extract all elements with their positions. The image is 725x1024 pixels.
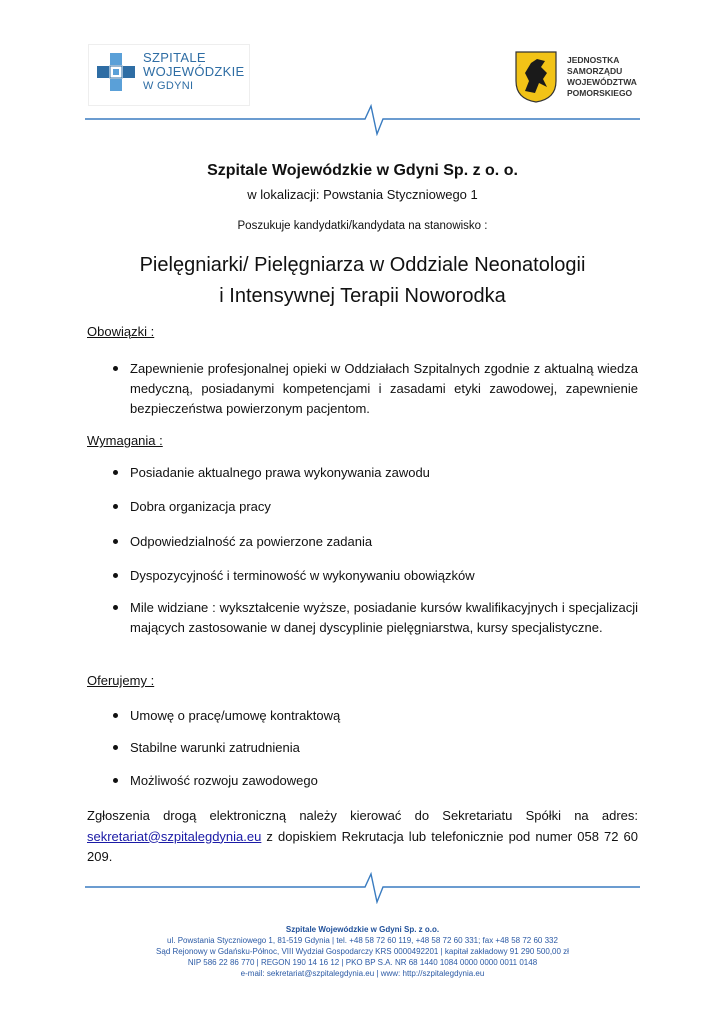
list-item: Stabilne warunki zatrudnienia	[130, 738, 638, 758]
duties-heading: Obowiązki :	[87, 324, 155, 339]
footer-organization: Szpitale Wojewódzkie w Gdyni Sp. z o.o.	[285, 925, 440, 934]
region-logo	[515, 49, 645, 107]
griffin-shield-icon	[515, 51, 557, 103]
organization-title: Szpitale Wojewódzkie w Gdyni Sp. z o. o.	[207, 162, 518, 179]
bottom-divider	[85, 870, 640, 904]
position-title-line-1: Pielęgniarki/ Pielęgniarza w Oddziale Neonatologii	[139, 254, 586, 276]
location-line: w lokalizacji: Powstania Styczniowego 1	[247, 187, 478, 202]
bullet-icon	[113, 470, 118, 475]
list-item: Zapewnienie profesjonalnej opieki w Oddziałach Szpitalnych zgodnie z aktualną wiedza medyczną, posiadanymi kompetencjami i zasadami etyki zawodowej, zapewnienie bezpieczeństwa powierzonym pacjentom.	[130, 359, 638, 419]
application-paragraph: Zgłoszenia drogą elektroniczną należy kierować do Sekretariatu Spółki na adres: sekretariat@szpitalegdynia.eu z dopiskiem Rekrutacja lub telefonicznie pod numer 058 72 60 209.	[87, 808, 638, 864]
bullet-icon	[113, 745, 118, 750]
medical-cross-icon	[97, 53, 135, 93]
offer-heading: Oferujemy :	[87, 673, 155, 688]
email-link[interactable]: sekretariat@szpitalegdynia.eu	[87, 828, 262, 844]
seeking-line: Poszukuje kandydatki/kandydata na stanowisko :	[237, 220, 488, 232]
footer-ids: NIP 586 22 86 770 | REGON 190 14 16 12 | PKO BP S.A. NR 68 1440 1084 0000 0000 0011 0148	[187, 958, 538, 967]
hospital-logo	[88, 44, 250, 106]
bullet-icon	[113, 504, 118, 509]
requirements-heading: Wymagania :	[87, 433, 163, 448]
bullet-icon	[113, 366, 118, 371]
top-divider	[85, 102, 640, 136]
list-item: Odpowiedzialność za powierzone zadania	[130, 532, 638, 552]
list-item: Mile widziane : wykształcenie wyższe, posiadanie kursów kwalifikacyjnych i specjalizacji mających zastosowanie w danej dyscyplinie pielęgniarstwa, kursy specjalistyczne.	[130, 598, 638, 638]
list-item: Dobra organizacja pracy	[130, 497, 638, 517]
list-item: Możliwość rozwoju zawodowego	[130, 771, 638, 791]
bullet-icon	[113, 573, 118, 578]
region-logo-text: JEDNOSTKA SAMORZĄDU WOJEWÓDZTWA POMORSKIEGO	[567, 55, 637, 98]
list-item: Posiadanie aktualnego prawa wykonywania zawodu	[130, 463, 638, 483]
position-title-line-2: i Intensywnej Terapii Noworodka	[219, 285, 506, 307]
bullet-icon	[113, 778, 118, 783]
bullet-icon	[113, 539, 118, 544]
list-item: Dyspozycyjność i terminowość w wykonywaniu obowiązków	[130, 566, 638, 586]
list-item: Umowę o pracę/umowę kontraktową	[130, 706, 638, 726]
footer-court: Sąd Rejonowy w Gdańsku-Północ, VIII Wydział Gospodarczy KRS 0000492201 | kapitał zakładowy 91 290 500,00 zł	[156, 947, 569, 956]
bullet-icon	[113, 605, 118, 610]
bullet-icon	[113, 713, 118, 718]
footer-address: ul. Powstania Styczniowego 1, 81-519 Gdynia | tel. +48 58 72 60 119, +48 58 72 60 331; fax +48 58 72 60 332	[167, 936, 558, 945]
footer-contact: e-mail: sekretariat@szpitalegdynia.eu | www: http://szpitalegdynia.eu	[240, 969, 485, 978]
hospital-logo-text: SZPITALE WOJEWÓDZKIE W GDYNI	[143, 50, 245, 92]
